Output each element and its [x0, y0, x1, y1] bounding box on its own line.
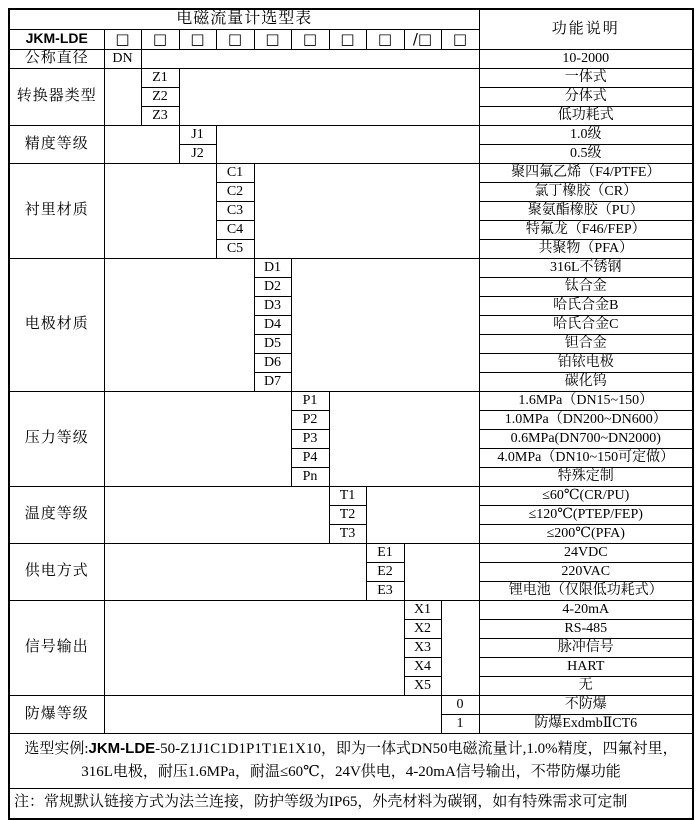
- checkbox-icon: /□: [412, 29, 433, 48]
- empty-cell: [366, 486, 479, 543]
- description-cell: 分体式: [479, 87, 693, 106]
- code-cell: E2: [366, 562, 404, 581]
- empty-cell: [104, 543, 366, 600]
- empty-cell: [104, 125, 179, 163]
- section-label-temperature-rating: 温度等级: [9, 486, 104, 543]
- code-cell: P3: [291, 429, 329, 448]
- description-cell: 铂铱电极: [479, 353, 693, 372]
- description-cell: 氯丁橡胶（CR）: [479, 182, 693, 201]
- empty-cell: [254, 163, 479, 258]
- code-cell: T3: [329, 524, 366, 543]
- checkbox-icon: □: [452, 29, 468, 48]
- empty-cell: [104, 163, 216, 258]
- description-cell: 钽合金: [479, 334, 693, 353]
- section-label-signal-output: 信号输出: [9, 600, 104, 695]
- checkbox-cell: [216, 29, 254, 49]
- description-cell: 4.0MPa（DN10~150可定做）: [479, 448, 693, 467]
- checkbox-icon: □: [115, 29, 130, 48]
- code-cell: T1: [329, 486, 366, 505]
- section-label-explosion-proof-rating: 防爆等级: [9, 695, 104, 733]
- empty-cell: [179, 68, 479, 125]
- description-cell: 共聚物（PFA）: [479, 239, 693, 258]
- code-cell: X4: [404, 657, 441, 676]
- description-cell: 1.6MPa（DN15~150）: [479, 391, 693, 410]
- code-cell: Z3: [141, 106, 179, 125]
- checkbox-cell: [179, 29, 216, 49]
- code-cell: Z1: [141, 68, 179, 87]
- code-cell: E1: [366, 543, 404, 562]
- code-cell: D1: [254, 258, 291, 277]
- description-cell: 一体式: [479, 68, 693, 87]
- empty-cell: [104, 695, 441, 733]
- description-cell: 脉冲信号: [479, 638, 693, 657]
- code-cell: P4: [291, 448, 329, 467]
- description-cell: 特殊定制: [479, 467, 693, 486]
- code-cell: Pn: [291, 467, 329, 486]
- checkbox-icon: □: [152, 29, 168, 48]
- function-column-header: 功能说明: [479, 9, 693, 49]
- checkbox-icon: □: [265, 29, 280, 48]
- description-cell: RS-485: [479, 619, 693, 638]
- section-label-converter-type: 转换器类型: [9, 68, 104, 125]
- code-cell: D5: [254, 334, 291, 353]
- checkbox-cell: [366, 29, 404, 49]
- selection-table: [8, 8, 694, 820]
- description-cell: 聚氨酯橡胶（PU）: [479, 201, 693, 220]
- code-cell: DN: [104, 49, 141, 68]
- code-cell: C1: [216, 163, 254, 182]
- section-label-nominal-diameter: 公称直径: [9, 49, 104, 68]
- checkbox-cell: [329, 29, 366, 49]
- empty-cell: [329, 391, 479, 486]
- code-cell: D3: [254, 296, 291, 315]
- section-label-liner-material: 衬里材质: [9, 163, 104, 258]
- empty-cell: [291, 258, 479, 391]
- checkbox-icon: □: [190, 29, 205, 48]
- code-cell: C5: [216, 239, 254, 258]
- code-cell: Z2: [141, 87, 179, 106]
- checkbox-icon: □: [227, 29, 243, 48]
- section-label-pressure-rating: 压力等级: [9, 391, 104, 486]
- code-cell: P1: [291, 391, 329, 410]
- code-cell: X3: [404, 638, 441, 657]
- code-cell: X2: [404, 619, 441, 638]
- table-title: 电磁流量计选型表: [9, 9, 479, 29]
- description-cell: 钛合金: [479, 277, 693, 296]
- description-cell: 低功耗式: [479, 106, 693, 125]
- description-cell: 不防爆: [479, 695, 693, 714]
- description-cell: ≤60℃(CR/PU): [479, 486, 693, 505]
- description-cell: ≤120℃(PTEP/FEP): [479, 505, 693, 524]
- empty-cell: [216, 125, 479, 163]
- description-cell: 220VAC: [479, 562, 693, 581]
- description-cell: HART: [479, 657, 693, 676]
- empty-cell: [441, 600, 479, 695]
- checkbox-cell: [254, 29, 291, 49]
- description-cell: 无: [479, 676, 693, 695]
- code-cell: D7: [254, 372, 291, 391]
- description-cell: 聚四氟乙烯（F4/PTFE）: [479, 163, 693, 182]
- description-cell: 10-2000: [479, 49, 693, 68]
- code-cell: C4: [216, 220, 254, 239]
- description-cell: 1.0MPa（DN200~DN600）: [479, 410, 693, 429]
- empty-cell: [141, 49, 479, 68]
- empty-cell: [404, 543, 479, 600]
- checkbox-cell: [404, 29, 441, 49]
- description-cell: ≤200℃(PFA): [479, 524, 693, 543]
- description-cell: 4-20mA: [479, 600, 693, 619]
- description-cell: 防爆ExdmbⅡCT6: [479, 714, 693, 733]
- checkbox-icon: □: [377, 29, 393, 48]
- description-cell: 碳化钨: [479, 372, 693, 391]
- description-cell: 316L不锈钢: [479, 258, 693, 277]
- checkbox-icon: □: [340, 29, 355, 48]
- checkbox-icon: □: [302, 29, 318, 48]
- checkbox-cell: [104, 29, 141, 49]
- code-cell: J2: [179, 144, 216, 163]
- checkbox-cell: [291, 29, 329, 49]
- description-cell: 0.5级: [479, 144, 693, 163]
- empty-cell: [104, 68, 141, 125]
- code-cell: D2: [254, 277, 291, 296]
- code-cell: X1: [404, 600, 441, 619]
- code-cell: D4: [254, 315, 291, 334]
- example-note-rest: -50-Z1J1C1D1P1T1E1X10，即为一体式DN50电磁流量计,1.0%精度，四氟衬里，316L电极，耐压1.6MPa，耐温≤60℃，24V供电，4-20mA信号输出，不带防爆功能: [81, 740, 678, 780]
- section-label-electrode-material: 电极材质: [9, 258, 104, 391]
- section-label-power-supply: 供电方式: [9, 543, 104, 600]
- code-cell: P2: [291, 410, 329, 429]
- empty-cell: [104, 258, 254, 391]
- description-cell: 哈氏合金B: [479, 296, 693, 315]
- general-note: 注：常规默认链接方式为法兰连接，防护等级为IP65，外壳材料为碳钢，如有特殊需求可定制: [9, 788, 693, 819]
- checkbox-cell: [441, 29, 479, 49]
- section-label-accuracy-class: 精度等级: [9, 125, 104, 163]
- code-cell: X5: [404, 676, 441, 695]
- empty-cell: [104, 486, 329, 543]
- code-cell: 1: [441, 714, 479, 733]
- description-cell: 哈氏合金C: [479, 315, 693, 334]
- code-cell: D6: [254, 353, 291, 372]
- code-cell: J1: [179, 125, 216, 144]
- description-cell: 0.6MPa(DN700~DN2000): [479, 429, 693, 448]
- code-cell: T2: [329, 505, 366, 524]
- model-prefix: JKM-LDE: [9, 29, 104, 49]
- empty-cell: [104, 391, 291, 486]
- code-cell: E3: [366, 581, 404, 600]
- description-cell: 1.0级: [479, 125, 693, 144]
- code-cell: 0: [441, 695, 479, 714]
- empty-cell: [104, 600, 404, 695]
- description-cell: 24VDC: [479, 543, 693, 562]
- description-cell: 锂电池（仅限低功耗式）: [479, 581, 693, 600]
- code-cell: C2: [216, 182, 254, 201]
- example-note: [9, 733, 693, 788]
- example-note-prefix: 选型实例:: [24, 740, 89, 757]
- code-cell: C3: [216, 201, 254, 220]
- description-cell: 特氟龙（F46/FEP）: [479, 220, 693, 239]
- example-note-model: JKM-LDE: [88, 739, 156, 757]
- checkbox-cell: [141, 29, 179, 49]
